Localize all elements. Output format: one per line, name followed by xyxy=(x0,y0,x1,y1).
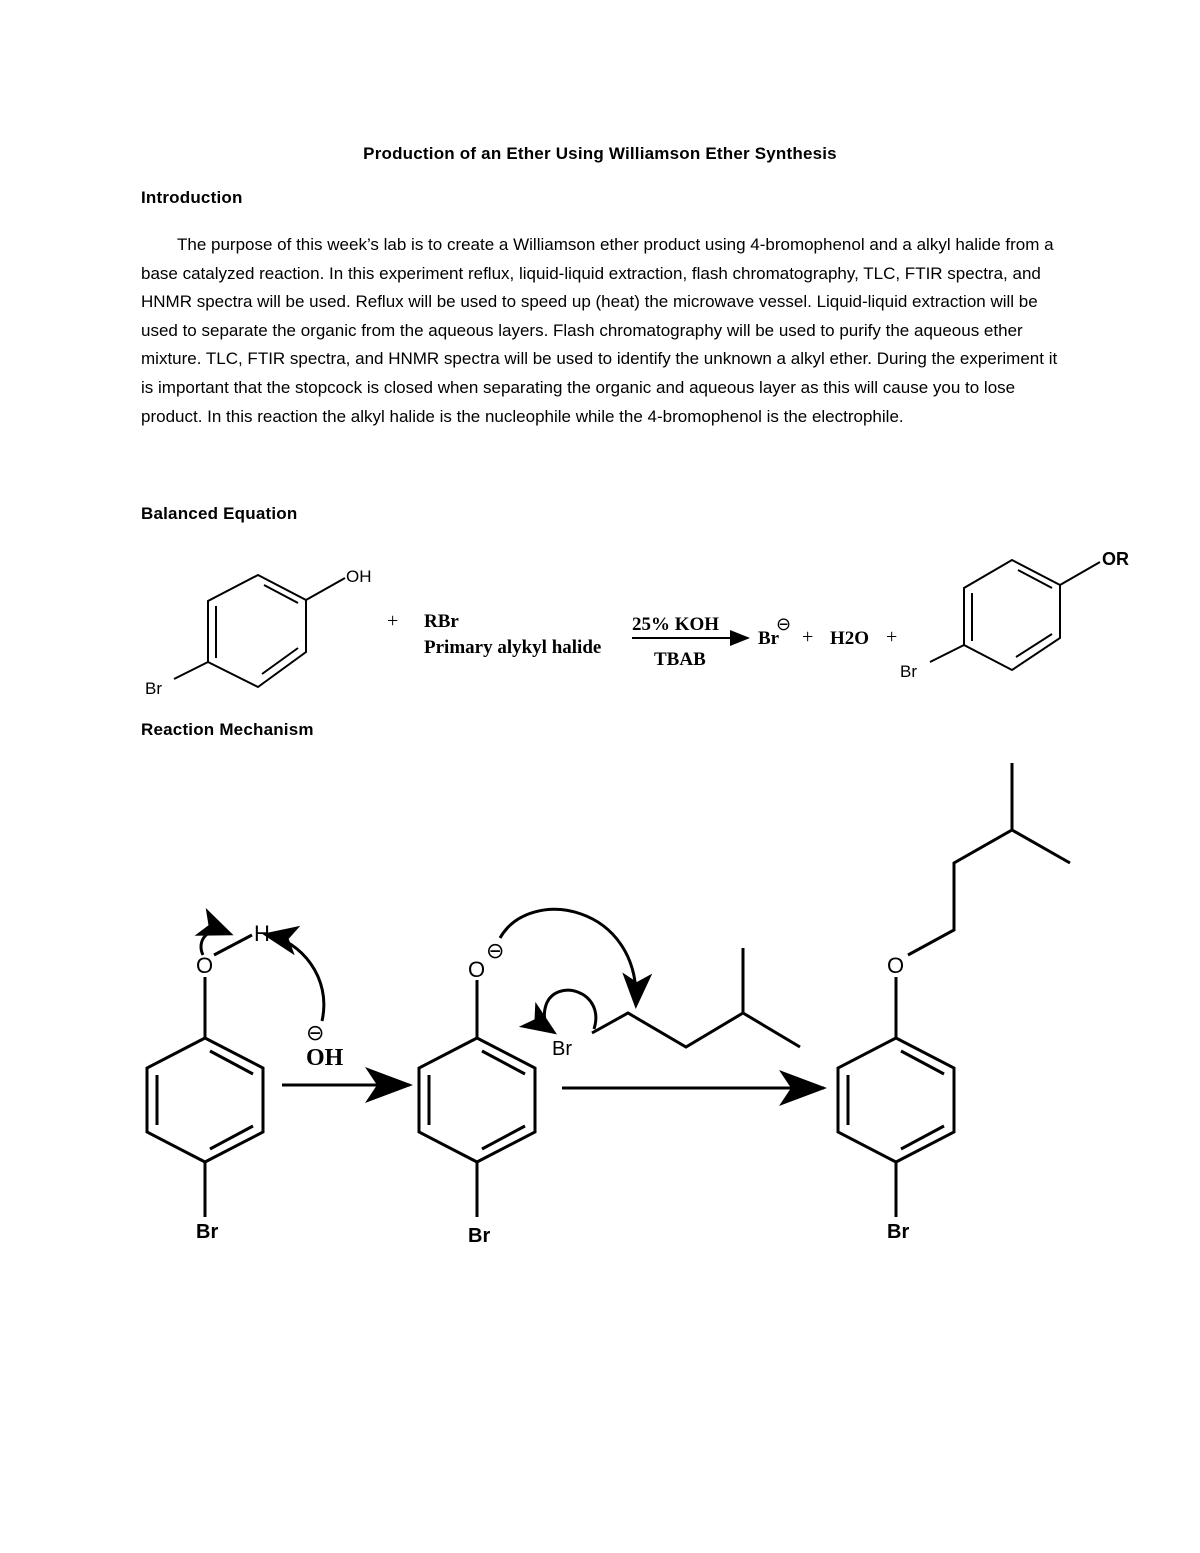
reactant-oh-label: OH xyxy=(346,567,372,586)
introduction-paragraph: The purpose of this week’s lab is to create a Williamson ether product using 4-bromophenol and a alkyl halide from a base catalyzed reaction. In this experiment reflux, liquid-liquid extraction, flash chromatography, TLC, FTIR spectra, and HNMR spectra will be used. Reflux will be used to speed up (heat) the microwave vessel. Liquid-liquid extraction will be used to separate the organic from the aqueous layers. Flash chromatography will be used to purify the aqueous ether mixture. TLC, FTIR spectra, and HNMR spectra will be used to identify the unknown a alkyl ether. During the experiment it is important that the stopcock is closed when separating the organic and aqueous layer as this will cause you to lose product. In this reaction the alkyl halide is the nucleophile while the 4-bromophenol is the electrophile. xyxy=(141,235,1058,426)
reagent-description: Primary alykyl halide xyxy=(424,637,602,658)
arrow-reagent-bottom: TBAB xyxy=(654,649,706,670)
plus-sign-1: + xyxy=(387,610,399,632)
product-aryl-ether xyxy=(930,560,1100,670)
hydroxide-label: OH xyxy=(306,1045,344,1071)
mechanism-step3-ether xyxy=(838,763,1070,1217)
reactant-br-label: Br xyxy=(145,679,162,698)
plus-sign-2: + xyxy=(802,626,814,648)
balanced-equation-heading: Balanced Equation xyxy=(141,504,298,523)
reaction-mechanism-heading: Reaction Mechanism xyxy=(141,720,314,739)
curly-arrow-leaving-group xyxy=(544,990,595,1031)
water-label: H2O xyxy=(830,628,870,649)
introduction-heading: Introduction xyxy=(141,188,243,207)
product-or-label: OR xyxy=(1102,549,1129,569)
product-br-label: Br xyxy=(900,662,917,681)
balanced-equation-scheme xyxy=(0,540,1200,710)
step1-hydrogen-label: H xyxy=(254,921,270,946)
step2-oxygen-label: O xyxy=(468,957,486,982)
reaction-mechanism-scheme xyxy=(0,755,1200,1265)
step1-oxygen-label: O xyxy=(196,953,214,978)
step1-br-label: Br xyxy=(196,1221,219,1243)
alkyl-br-label: Br xyxy=(552,1038,572,1060)
isopentyl-bromide xyxy=(592,948,800,1047)
reagent-rbr: RBr xyxy=(424,611,459,632)
document-title: Production of an Ether Using Williamson Ether Synthesis xyxy=(363,144,837,163)
mechanism-step2-phenoxide xyxy=(419,980,535,1217)
step3-br-label: Br xyxy=(887,1221,910,1243)
reactant-4-bromophenol xyxy=(174,575,345,687)
step2-br-label: Br xyxy=(468,1225,491,1247)
plus-sign-3: + xyxy=(886,626,898,648)
arrow-reagent-top: 25% KOH xyxy=(632,614,720,635)
bromide-ion-label: Br xyxy=(758,628,780,649)
hydroxide-charge: ⊖ xyxy=(306,1020,325,1045)
step3-oxygen-label: O xyxy=(887,953,905,978)
bromide-charge: ⊖ xyxy=(776,614,792,634)
step2-charge: ⊖ xyxy=(486,938,505,963)
curly-arrow-hydroxide xyxy=(268,935,324,1021)
